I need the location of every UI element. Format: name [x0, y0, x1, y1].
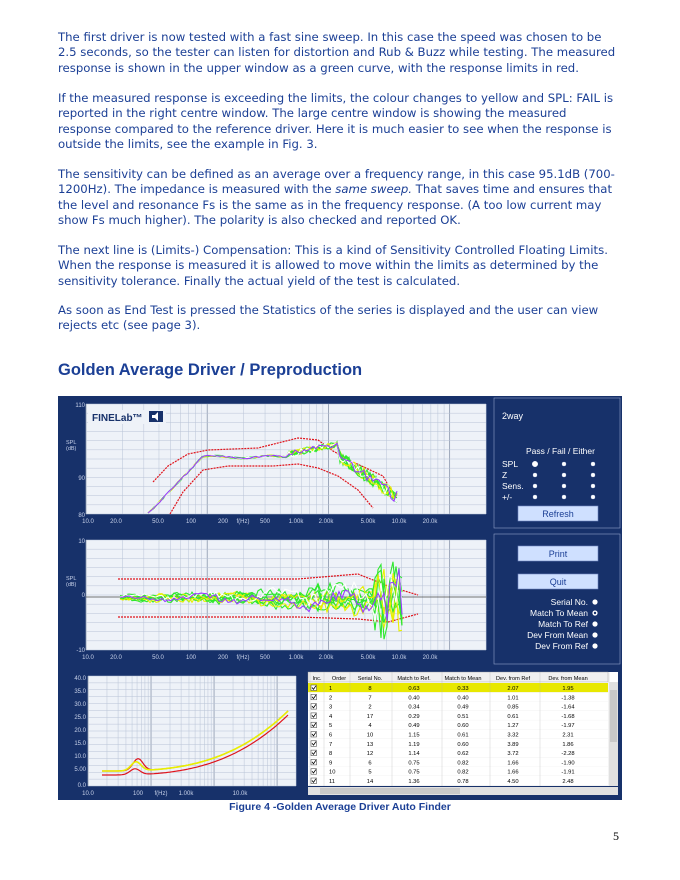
- y-tick-label: 40.0: [74, 676, 86, 682]
- sort-option-radio-selected: [594, 612, 596, 614]
- page-number: 5: [613, 829, 619, 843]
- table-cell: 1.95: [562, 686, 574, 692]
- paragraph-3-part-2: That saves time and ensures that the level and resonance Fs is the same as in the frequency response. (A too low current may show Fs much higher). The polarity is also checked and reported OK.: [58, 182, 613, 227]
- table-cell: 1.01: [507, 695, 519, 702]
- sort-option-label: Serial No.: [550, 597, 588, 607]
- x-tick-label: 200: [217, 655, 229, 661]
- table-header-cell: Match to Ref.: [397, 676, 431, 682]
- table-cell: 4: [329, 713, 333, 720]
- x-tick-label: 100: [132, 791, 144, 797]
- refresh-button-label: Refresh: [542, 509, 574, 519]
- x-tick-label: 20.0k: [422, 655, 438, 661]
- table-cell: 1.66: [507, 760, 519, 767]
- table-cell: 10: [366, 732, 374, 739]
- y-tick-label: 0.0: [77, 783, 86, 789]
- status-indicator: [591, 473, 595, 477]
- table-cell: 0.75: [408, 769, 420, 776]
- table-cell: 1.14: [408, 751, 420, 758]
- table-cell: -1.38: [561, 695, 575, 702]
- table-cell: 12: [366, 751, 374, 758]
- section-heading: Golden Average Driver / Preproduction: [58, 361, 363, 379]
- table-cell: 11: [329, 779, 336, 785]
- sort-option-label: Match To Mean: [530, 608, 588, 618]
- table-cell: 2: [329, 695, 333, 702]
- status-indicator: [532, 461, 538, 467]
- sort-option-label: Dev From Mean: [527, 630, 588, 640]
- y-tick-label: 10: [78, 539, 85, 545]
- table-header-cell: Order: [331, 676, 347, 682]
- table-cell: 0.75: [408, 760, 420, 767]
- y-tick-label: 90: [78, 476, 85, 482]
- x-tick-label: 1.00k: [288, 519, 304, 525]
- status-indicator: [562, 484, 566, 488]
- table-cell: -1.97: [561, 723, 575, 730]
- x-tick-label: 200: [217, 519, 229, 525]
- table-cell: 1.15: [408, 732, 420, 739]
- y-axis-unit: (dB): [66, 446, 77, 452]
- status-indicator: [533, 495, 537, 499]
- table-cell: -1.91: [561, 769, 575, 776]
- table-cell: 5: [368, 769, 372, 776]
- table-cell: 0.34: [408, 704, 420, 711]
- x-tick-label: f(Hz): [154, 791, 168, 797]
- status-row-label: +/-: [502, 492, 513, 502]
- table-cell: 0.40: [408, 695, 420, 702]
- status-indicator: [562, 495, 566, 499]
- table-vertical-scrollbar[interactable]: [609, 682, 618, 786]
- x-tick-label: f(Hz): [236, 519, 250, 525]
- sort-option-radio[interactable]: [592, 632, 597, 637]
- table-cell: 0.85: [507, 704, 519, 711]
- table-cell: 2.31: [562, 732, 574, 739]
- table-cell: 0.63: [408, 686, 420, 692]
- quit-button-label: Quit: [549, 577, 567, 587]
- table-cell: 3.32: [507, 732, 519, 739]
- status-row-label: Sens.: [502, 481, 524, 491]
- figure-caption: Figure 4 -Golden Average Driver Auto Finder: [229, 801, 451, 813]
- table-header-cell: Dev. from Ref: [495, 676, 531, 682]
- table-cell: 7: [329, 741, 333, 748]
- refresh-button[interactable]: [518, 506, 598, 521]
- status-indicator: [533, 484, 537, 488]
- status-row-label: Z: [502, 470, 508, 480]
- x-tick-label: f(Hz): [236, 655, 250, 661]
- y-tick-label: 35.0: [74, 689, 86, 695]
- quit-button[interactable]: [518, 574, 598, 589]
- finelab-logo: [88, 410, 166, 424]
- y-axis-unit: (dB): [66, 582, 77, 588]
- x-tick-label: 500: [259, 655, 271, 661]
- table-cell: 5: [329, 723, 333, 730]
- status-panel-header: Pass / Fail / Either: [526, 446, 595, 456]
- table-cell: 10: [329, 769, 336, 776]
- table-cell: 0.33: [457, 686, 469, 692]
- table-cell: 1.27: [507, 723, 519, 730]
- sort-option-radio[interactable]: [592, 599, 597, 604]
- x-tick-label: 50.0: [152, 519, 164, 525]
- paragraph-3: [58, 167, 618, 228]
- paragraph-4: The next line is (Limits-) Compensation: This is a kind of Sensitivity Controlled Floating Limits. When the response is measured it is allowed to move within the limits as determined by the sensitivity tolerance. Finally the actual yield of the test is calculated.: [58, 243, 608, 288]
- table-cell: -1.90: [561, 760, 575, 767]
- status-indicator: [562, 473, 566, 477]
- table-cell: 0.61: [457, 732, 469, 739]
- status-indicator: [591, 462, 595, 466]
- paragraph-3-emphasis: same sweep.: [335, 182, 412, 197]
- table-cell: 1: [329, 686, 333, 692]
- status-indicator: [562, 462, 566, 466]
- x-tick-label: 10.0k: [391, 519, 407, 525]
- table-cell: 7: [368, 695, 372, 702]
- paragraph-5: As soon as End Test is pressed the Statistics of the series is displayed and the user can view rejects etc (see page 3).: [58, 303, 599, 333]
- table-cell: 14: [366, 779, 374, 785]
- x-tick-label: 10.0: [82, 791, 94, 797]
- x-tick-label: 500: [259, 519, 271, 525]
- impedance-chart-y-ticks: [74, 676, 86, 789]
- results-table-body: [308, 672, 609, 786]
- x-tick-label: 2.00k: [318, 655, 334, 661]
- status-panel-title: 2way: [502, 411, 524, 421]
- x-tick-label: 10.0k: [391, 655, 407, 661]
- table-cell: 6: [368, 760, 372, 767]
- x-tick-label: 50.0: [152, 655, 164, 661]
- status-indicator: [591, 495, 595, 499]
- status-indicator: [533, 473, 537, 477]
- table-header-cell: Dev. from Mean: [548, 676, 588, 682]
- print-button-label: Print: [548, 549, 568, 559]
- print-button[interactable]: [518, 546, 598, 561]
- table-cell: 4: [368, 723, 372, 730]
- table-cell: 0.49: [408, 723, 420, 730]
- status-row-label: SPL: [502, 459, 519, 469]
- x-tick-label: 1.00k: [178, 791, 194, 797]
- table-horizontal-scrollbar[interactable]: [308, 787, 618, 795]
- y-tick-label: -10: [76, 648, 85, 654]
- y-axis-label: SPL: [66, 440, 77, 446]
- table-cell: 13: [366, 741, 374, 748]
- table-cell: 3.72: [507, 751, 519, 758]
- table-cell: 0.82: [457, 769, 469, 776]
- table-cell: 1.66: [507, 769, 519, 776]
- x-tick-label: 10.0k: [232, 791, 248, 797]
- y-tick-label: 10.0: [74, 754, 86, 760]
- table-cell: 2.07: [507, 686, 519, 692]
- y-tick-label: 0: [81, 593, 85, 599]
- table-cell: -2.28: [561, 751, 575, 758]
- table-cell: 0.29: [408, 713, 420, 720]
- paragraph-3-part-1: The sensitivity can be defined as an average over a frequency range, in this case 95.1dB (700-1200Hz). The impedance is measured with the: [58, 167, 615, 197]
- x-tick-label: 20.0k: [422, 519, 438, 525]
- table-cell: 0.40: [457, 695, 469, 702]
- table-cell: 6: [329, 732, 333, 739]
- sort-option-label: Match To Ref: [538, 619, 588, 629]
- paragraph-2: If the measured response is exceeding the limits, the colour changes to yellow and SPL: FAIL is reported in the right centre window. The large centre window is showing the measured response compared to the reference driver. Here it is much easier to see when the response is outside the limits, see the example in Fig. 3.: [58, 91, 614, 151]
- table-cell: 3.89: [507, 741, 519, 748]
- x-tick-label: 10.0: [82, 655, 94, 661]
- finelab-window: [58, 396, 622, 800]
- x-tick-label: 10.0: [82, 519, 94, 525]
- x-tick-label: 100: [185, 655, 197, 661]
- x-tick-label: 100: [185, 519, 197, 525]
- paragraph-1: The first driver is now tested with a fast sine sweep. In this case the speed was chosen to be 2.5 seconds, so the tester can listen for distortion and Rub & Buzz while testing. The measured response is shown in the upper window as a green curve, with the response limits in red.: [58, 30, 616, 75]
- table-cell: 2.48: [562, 779, 574, 785]
- table-cell: -1.64: [561, 704, 575, 711]
- table-cell: 3: [329, 704, 333, 711]
- x-tick-label: 20.0: [110, 655, 122, 661]
- y-tick-label: 20.0: [74, 728, 86, 734]
- table-cell: 17: [366, 713, 374, 720]
- table-cell: 8: [329, 751, 333, 758]
- table-cell: 1.19: [408, 741, 420, 748]
- table-cell: 4.50: [507, 779, 519, 785]
- table-cell: 8: [368, 686, 372, 692]
- table-cell: 0.82: [457, 760, 469, 767]
- sort-option-radio[interactable]: [592, 643, 597, 648]
- y-tick-label: 5.00: [74, 767, 86, 773]
- y-tick-label: 15.0: [74, 741, 86, 747]
- y-tick-label: 30.0: [74, 702, 86, 708]
- table-cell: 0.61: [507, 713, 519, 720]
- table-cell: 9: [329, 760, 333, 767]
- table-cell: 1.86: [562, 741, 574, 748]
- table-cell: 0.62: [457, 751, 469, 758]
- table-cell: 0.78: [457, 779, 469, 785]
- table-cell: 0.49: [457, 704, 469, 711]
- finelab-screenshot: [58, 396, 622, 800]
- y-tick-label: 110: [75, 403, 85, 409]
- x-tick-label: 20.0: [110, 519, 122, 525]
- x-tick-label: 2.00k: [318, 519, 334, 525]
- x-tick-label: 5.00k: [360, 519, 376, 525]
- table-cell: -1.68: [561, 713, 575, 720]
- finelab-logo-text: FINELab™: [92, 413, 143, 424]
- y-tick-label: 25.0: [74, 715, 86, 721]
- table-cell: 1.36: [408, 779, 420, 785]
- sort-option-radio[interactable]: [592, 621, 597, 626]
- table-header-cell: Serial No.: [357, 676, 383, 682]
- table-cell: 0.60: [457, 723, 469, 730]
- table-header-cell: Inc.: [312, 676, 322, 682]
- y-axis-label: SPL: [66, 576, 77, 582]
- status-indicator: [591, 484, 595, 488]
- table-cell: 0.60: [457, 741, 469, 748]
- table-header-cell: Match to Mean: [444, 676, 482, 682]
- table-cell: 0.51: [457, 713, 469, 720]
- table-cell: 2: [368, 704, 372, 711]
- x-tick-label: 5.00k: [360, 655, 376, 661]
- x-tick-label: 1.00k: [288, 655, 304, 661]
- sort-option-label: Dev From Ref: [535, 641, 588, 651]
- y-tick-label: 80: [78, 513, 85, 519]
